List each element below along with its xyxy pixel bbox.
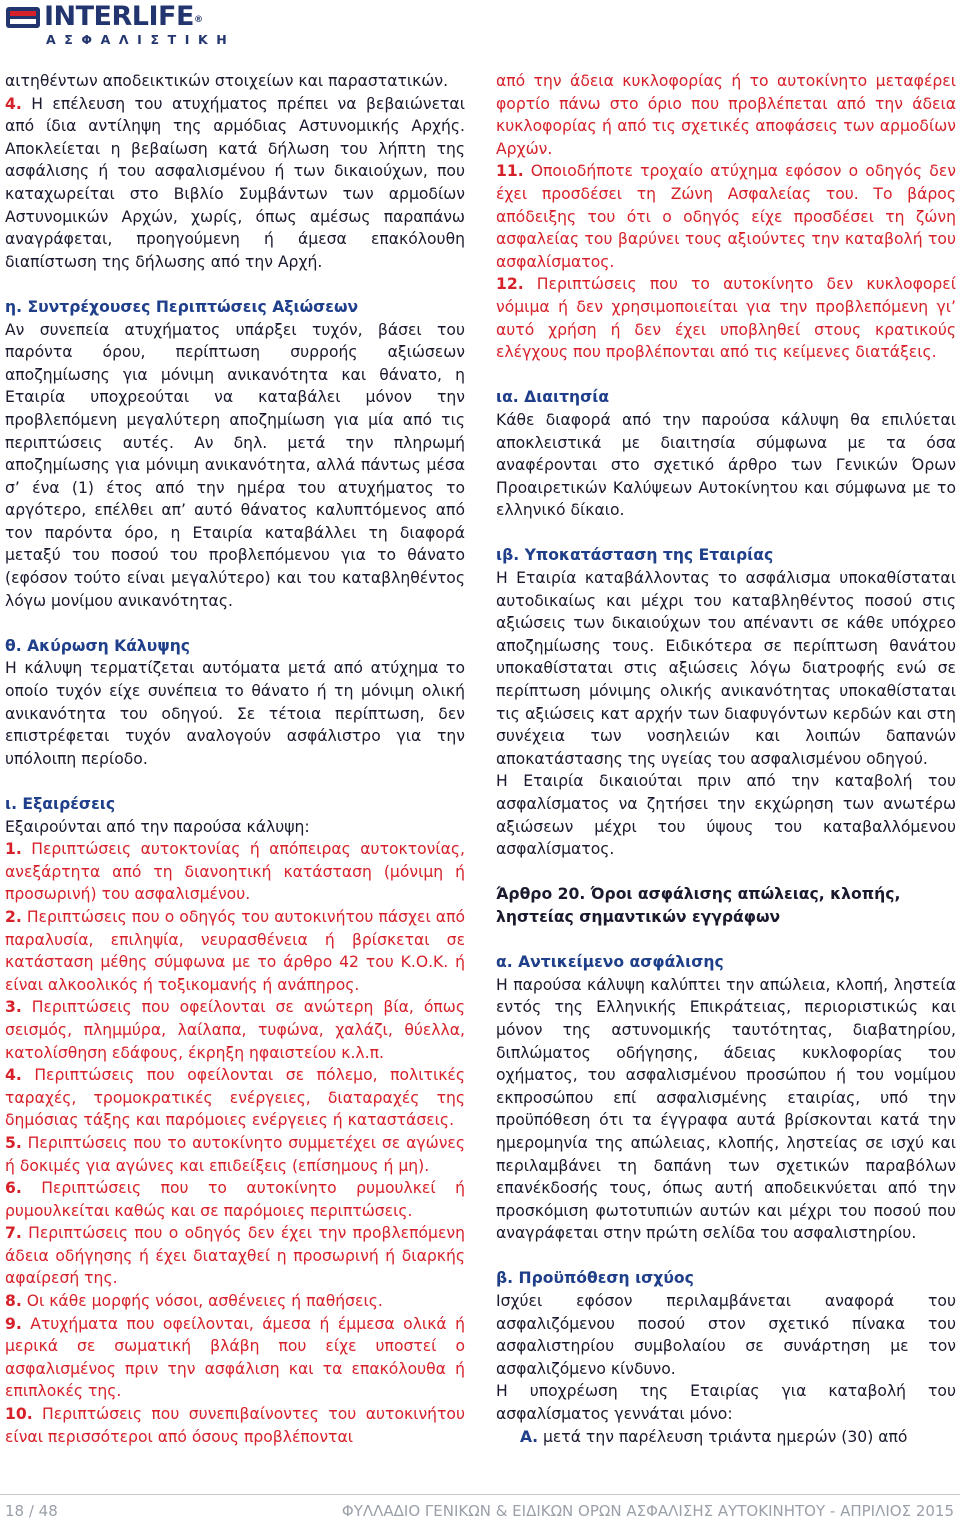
paragraph: Η Εταιρία καταβάλλοντας το ασφάλισμα υποκαθίσταται αυτοδικαίως και μέχρι του καταβληθέντος ποσού στις αξιώσεις των δικαιούχων του απέναντι σε κάθε υπόχρεο αποζημίωσης τους. Ειδικότερα σε περίπτωση θανάτου υποκαθίσταται στις αξιώσεις λόγω διατροφής ενώ σε περίπτωση μόνιμης ολικής ανικανότητας υποκαθίσταται τις αξιώσεις κατ αρχήν των διαφυγόντων κερδών και στη συνέχεια των νοσηλειών και λοιπών δαπανών αποκατάστασης της υγείας του ασφαλισμένου οδηγού. bbox=[496, 569, 956, 768]
footer-divider bbox=[0, 1494, 960, 1495]
paragraph: αιτηθέντων αποδεικτικών στοιχείων και παραστατικών. bbox=[5, 72, 449, 90]
list-item: 8. Οι κάθε μορφής νόσοι, ασθένειες ή παθήσεις. bbox=[5, 1292, 383, 1311]
list-item: 9. Ατυχήματα που οφείλονται, άμεσα ή έμμεσα ολικά ή μερικά σε σωματική βλάβη που είχε υποστεί ο ασφαλισμένος πριν την ασφάλιση και τα επακόλουθα ή επιπλοκές της. bbox=[5, 1314, 465, 1401]
article-heading: Άρθρο 20. Όροι ασφάλισης απώλειας, κλοπής, ληστείας σημαντικών εγγράφων bbox=[496, 885, 901, 926]
list-item: 10. Περιπτώσεις που συνεπιβαίνοντες του αυτοκινήτου είναι περισσότεροι από όσους προβλέπονται bbox=[5, 1405, 465, 1446]
right-column bbox=[496, 70, 956, 1448]
section-heading-a: α. Αντικείμενο ασφάλισης bbox=[496, 953, 724, 972]
left-column bbox=[5, 70, 465, 1448]
list-item: 12. Περιπτώσεις που το αυτοκίνητο δεν κυκλοφορεί νόμιμα ή δεν χρησιμοποιείται για την προβλεπόμενη γι’ αυτό χρήση ή δεν έχει υποβληθεί στους κρατικούς ελέγχους που προβλέπονται από τις κείμενες διατάξεις. bbox=[496, 275, 956, 362]
paragraph: 4. Η επέλευση του ατυχήματος πρέπει να βεβαιώνεται από ίδια αντίληψη της αρμόδιας Αστυνομικής Αρχής. Αποκλείεται η βεβαίωση κατά δήλωση του λήπτη της ασφάλισης ή του ασφαλισμένου ή των δικαιούχων, που καταχωρείται στο Βιβλίο Συμβάντων των αρμοδίων Αστυνομικών Αρχών, χωρίς, όπως αμέσως παραπάνω αναγράφεται, προηγούμενη ή άμεσα επακόλουθη διαπίστωση της δήλωσης από την Αρχή. bbox=[5, 94, 465, 271]
section-heading-ib: ιβ. Υποκατάσταση της Εταιρίας bbox=[496, 546, 774, 565]
paragraph: Η υποχρέωση της Εταιρίας για καταβολή του ασφαλίσματος γεννάται μόνο: bbox=[496, 1382, 956, 1424]
paragraph: Εξαιρούνται από την παρούσα κάλυψη: bbox=[5, 817, 310, 836]
paragraph: Κάθε διαφορά από την παρούσα κάλυψη θα επιλύεται αποκλειστικά με διαιτησία σύμφωνα με τα όσα αναφέρονται στο σχετικό άρθρο των Γενικών Όρων Προαιρετικών Καλύψεων Αυτοκίνητου και σύμφωνα με το ελληνικό δίκαιο. bbox=[496, 410, 956, 520]
interlife-logo-icon bbox=[6, 7, 40, 28]
paragraph: Ισχύει εφόσον περιλαμβάνεται αναφορά του ασφαλιζόμενου ποσού στον σχετικό πίνακα του ασφαλιστηρίου συμβολαίου σε συνάρτηση με τον ασφαλιζόμενο κίνδυνο. bbox=[496, 1292, 956, 1378]
logo-subtitle: ΑΣΦΑΛΙΣΤΙΚΗ bbox=[46, 32, 236, 47]
list-item: 3. Περιπτώσεις που οφείλονται σε ανώτερη βία, όπως σεισμός, πλημμύρα, λαίλαπα, τυφώνα, χαλάζι, θύελλα, κατολίσθηση εδάφους, έκρηξη ηφαιστείου κ.λ.π. bbox=[5, 998, 465, 1062]
list-item: Α. μετά την παρέλευση τριάντα ημερών (30) από bbox=[520, 1427, 908, 1446]
list-item-continued: από την άδεια κυκλοφορίας ή το αυτοκίνητο μεταφέρει φορτίο πάνω στο όριο που προβλέπεται από την άδεια κυκλοφορίας ή από τις σχετικές αποφάσεις των αρμοδίων Αρχών. bbox=[496, 72, 956, 158]
list-item: 2. Περιπτώσεις που ο οδηγός του αυτοκινήτου πάσχει από παραλυσία, επιληψία, νευρασθένεια ή βρίσκεται σε κατάσταση μέθης σύμφωνα με το άρθρο 42 του Κ.Ο.Κ. ή είναι αλκοολικός ή τοξικομανής ή ανάπηρος. bbox=[5, 907, 465, 994]
section-heading-ia: ια. Διαιτησία bbox=[496, 388, 610, 407]
section-heading-b: β. Προϋπόθεση ισχύος bbox=[496, 1269, 694, 1288]
document-title: ΦΥΛΛΑΔΙΟ ΓΕΝΙΚΩΝ & ΕΙΔΙΚΩΝ ΟΡΩΝ ΑΣΦΑΛΙΣΗΣ ΑΥΤΟΚΙΝΗΤΟΥ - ΑΠΡΙΛΙΟΣ 2015 bbox=[341, 1502, 954, 1520]
list-item: 1. Περιπτώσεις αυτοκτονίας ή απόπειρας αυτοκτονίας, ανεξάρτητα από τη διανοητική κατάσταση (μόνιμη ή προσωρινή) του ασφαλισμένου. bbox=[5, 840, 465, 904]
section-heading-eta: η. Συντρέχουσες Περιπτώσεις Αξιώσεων bbox=[5, 297, 359, 316]
section-heading-iota: ι. Εξαιρέσεις bbox=[5, 795, 116, 813]
paragraph: Η Εταιρία δικαιούται πριν από την καταβολή του ασφαλίσματος να ζητήσει την εκχώρηση των ανωτέρω αξιώσεων μέχρι του ύψους του καταβαλλόμενου ασφαλίσματος. bbox=[496, 772, 956, 859]
paragraph: Η παρούσα κάλυψη καλύπτει την απώλεια, κλοπή, ληστεία εντός της Ελληνικής Επικράτειας, περιοριστικώς και μόνον της αστυνομικής ταυτότητας, διαβατηρίου, διπλώματος οδήγησης, άδειας κυκλοφορίας του οχήματος, του ασφαλισμένου προσώπου ή του νομίμου εκπροσώπου επί ασφαλισμένης εταιρίας, υπό την προϋπόθεση ότι τα έγγραφα αυτά βρίσκονται κατά την ημερομηνία της απώλειας, κλοπής, ληστείας σε ισχύ και περιλαμβάνει τη δαπάνη των σχετικών παραβόλων επανέκδοσής τους, όπως αυτή αποδεικνύεται από την προσκόμιση φωτοτυπιών αυτών και μέχρι του ποσού που αναγράφεται στην πρώτη σελίδα του ασφαλιστηρίου. bbox=[496, 975, 956, 1243]
list-item: 4. Περιπτώσεις που οφείλονται σε πόλεμο, πολιτικές ταραχές, τρομοκρατικές ενέργειες, διαταραχές της δημόσιας τάξης και παρόμοιες ενέργειες ή καταστάσεις. bbox=[5, 1066, 465, 1130]
list-item: 6. Περιπτώσεις που το αυτοκίνητο ρυμουλκεί ή ρυμουλκείται καθώς και σε παρόμοιες περιπτώσεις. bbox=[5, 1179, 465, 1220]
interlife-logo bbox=[6, 1, 236, 47]
list-item: 7. Περιπτώσεις που ο οδηγός δεν έχει την προβλεπόμενη άδεια οδήγησης ή έχει διαταχθεί η προσωρινή ή διαρκής αφαίρεσή της. bbox=[5, 1224, 465, 1288]
page-number: 18 / 48 bbox=[5, 1502, 58, 1520]
section-heading-theta: θ. Ακύρωση Κάλυψης bbox=[5, 636, 191, 655]
list-item: 11. Οποιοδήποτε τροχαίο ατύχημα εφόσον ο οδηγός δεν έχει προσδέσει τη Ζώνη Ασφαλείας του. Το βάρος απόδειξης του ότι ο οδηγός είχε προσδέσει τη ζώνη ασφαλείας του βαρύνει τους αξιούντες την καταβολή του ασφαλίσματος. bbox=[496, 162, 956, 271]
logo-wordmark: INTERLIFE® bbox=[44, 1, 203, 32]
list-item: 5. Περιπτώσεις που το αυτοκίνητο συμμετέχει σε αγώνες ή δοκιμές για αγώνες και επιδείξεις (επίσημους ή μη). bbox=[5, 1133, 465, 1175]
paragraph: Αν συνεπεία ατυχήματος υπάρξει τυχόν, βάσει του παρόντα όρου, περίπτωση συρροής αξιώσεων αποζημίωσης για μόνιμη ανικανότητα και θάνατο, η Εταιρία υποχρεούται να καταβάλει μόνον την προβλεπόμενη μεγαλύτερη αποζημίωση για μία από τις περιπτώσεις αυτές. Αν δηλ. μετά την πληρωμή αποζημίωσης για μόνιμη ανικανότητα, αλλά πάντως μέσα σ’ ένα (1) έτος από την ημέρα του ατυχήματος το αργότερο, επέλθει απ’ αυτό θάνατος καλυπτόμενος από τον παρόντα όρο, η Εταιρία καταβάλλει τη διαφορά μεταξύ του ποσού του προβλεπόμενου για το θάνατο (εφόσον τούτο είναι μεγαλύτερο) και του καταβληθέντος λόγω μονίμου ανικανότητας. bbox=[5, 320, 465, 610]
page-footer bbox=[0, 1494, 960, 1527]
paragraph: Η κάλυψη τερματίζεται αυτόματα μετά από ατύχημα το οποίο τυχόν είχε συνέπεια το θάνατο ή τη μόνιμη ολική ανικανότητα του οδηγού. Σε τέτοια περίπτωση, δεν επιστρέφεται τυχόν αναλογούν ασφάλιστρο για την υπόλοιπη περίοδο. bbox=[5, 659, 465, 768]
